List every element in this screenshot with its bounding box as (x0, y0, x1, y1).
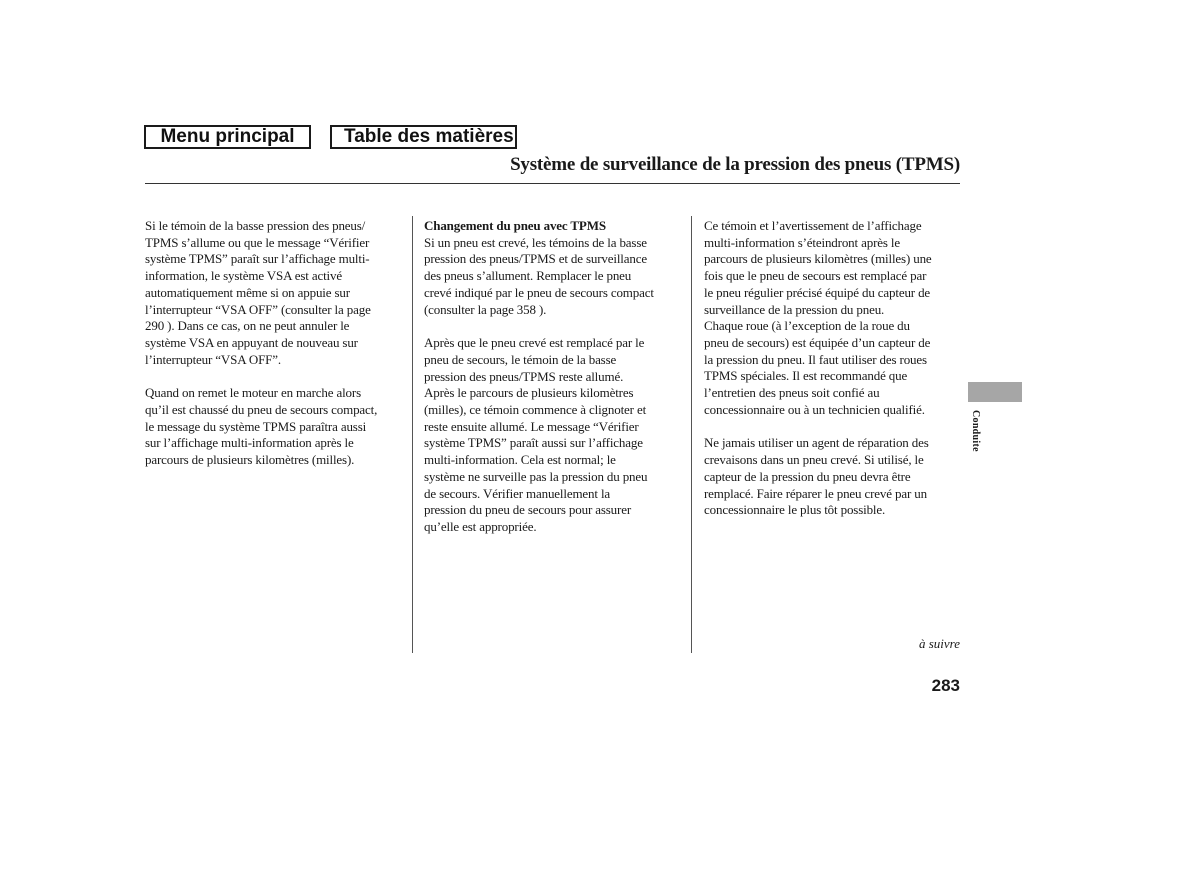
column-divider (412, 216, 413, 653)
column-divider (691, 216, 692, 653)
paragraph: Si un pneu est crevé, les témoins de la basse pression des pneus/TPMS et de surveillance des pneus s’allument. Remplacer le pneu crevé indiqué par le pneu de secours compact (consulter la page 358 ). (424, 234, 654, 317)
paragraph: Ne jamais utiliser un agent de réparation des crevaisons dans un pneu crevé. Si utilisé, le capteur de la pression du pneu devra être remplacé. Faire réparer le pneu crevé par un concessionnaire le plus tôt possible. (704, 435, 929, 518)
text-column-2 (424, 218, 686, 553)
section-subheading: Changement du pneu avec TPMS (424, 218, 606, 233)
text-column-3 (704, 218, 966, 536)
paragraph: Quand on remet le moteur en marche alors qu’il est chaussé du pneu de secours compact, le message du système TPMS paraîtra aussi sur l’affichage multi-information après le parcours de plusieurs kilomètres (milles). (145, 385, 378, 468)
page-title: Système de surveillance de la pression des pneus (TPMS) (510, 154, 960, 175)
section-tab (968, 382, 1022, 402)
title-divider (145, 183, 960, 184)
paragraph: Ce témoin et l’avertissement de l’affichage multi-information s’éteindront après le parcours de plusieurs kilomètres (milles) une fois que le pneu de secours est remplacé par le pneu régulier précisé équipé du capteur de surveillance de la pression du pneu. Chaque roue (à l’exception de la roue du pneu de secours) est équipée d’un capteur de la pression du pneu. Il faut utiliser des roues TPMS spéciales. Il est recommandé que l’entretien des pneus soit confié au concessionnaire ou à un technicien qualifié. (704, 218, 932, 417)
paragraph: Si le témoin de la basse pression des pneus/ TPMS s’allume ou que le message “Vérifier système TPMS” paraît sur l’affichage multi- information, le système VSA est activé automatiquement même si on appuie sur l’interrupteur “VSA OFF” (consulter la page 290 ). Dans ce cas, on ne peut annuler le système VSA en appuyant de nouveau sur l’interrupteur “VSA OFF”. (145, 218, 371, 367)
table-of-contents-button[interactable]: Table des matières (330, 125, 517, 149)
main-menu-button[interactable]: Menu principal (144, 125, 311, 149)
continued-note: à suivre (918, 636, 960, 651)
page-number: 283 (931, 676, 960, 695)
section-tab-label: Conduite (970, 410, 981, 452)
paragraph: Après que le pneu crevé est remplacé par le pneu de secours, le témoin de la basse pression des pneus/TPMS reste allumé. Après le parcours de plusieurs kilomètres (milles), ce témoin commence à clignoter et reste ensuite allumé. Le message “Vérifier système TPMS” paraît aussi sur l’affichage multi-information. Cela est normal; le système ne surveille pas la pression du pneu de secours. Vérifier manuellement la pression du pneu de secours pour assurer qu’elle est appropriée. (424, 335, 648, 534)
text-column-1 (145, 218, 407, 486)
